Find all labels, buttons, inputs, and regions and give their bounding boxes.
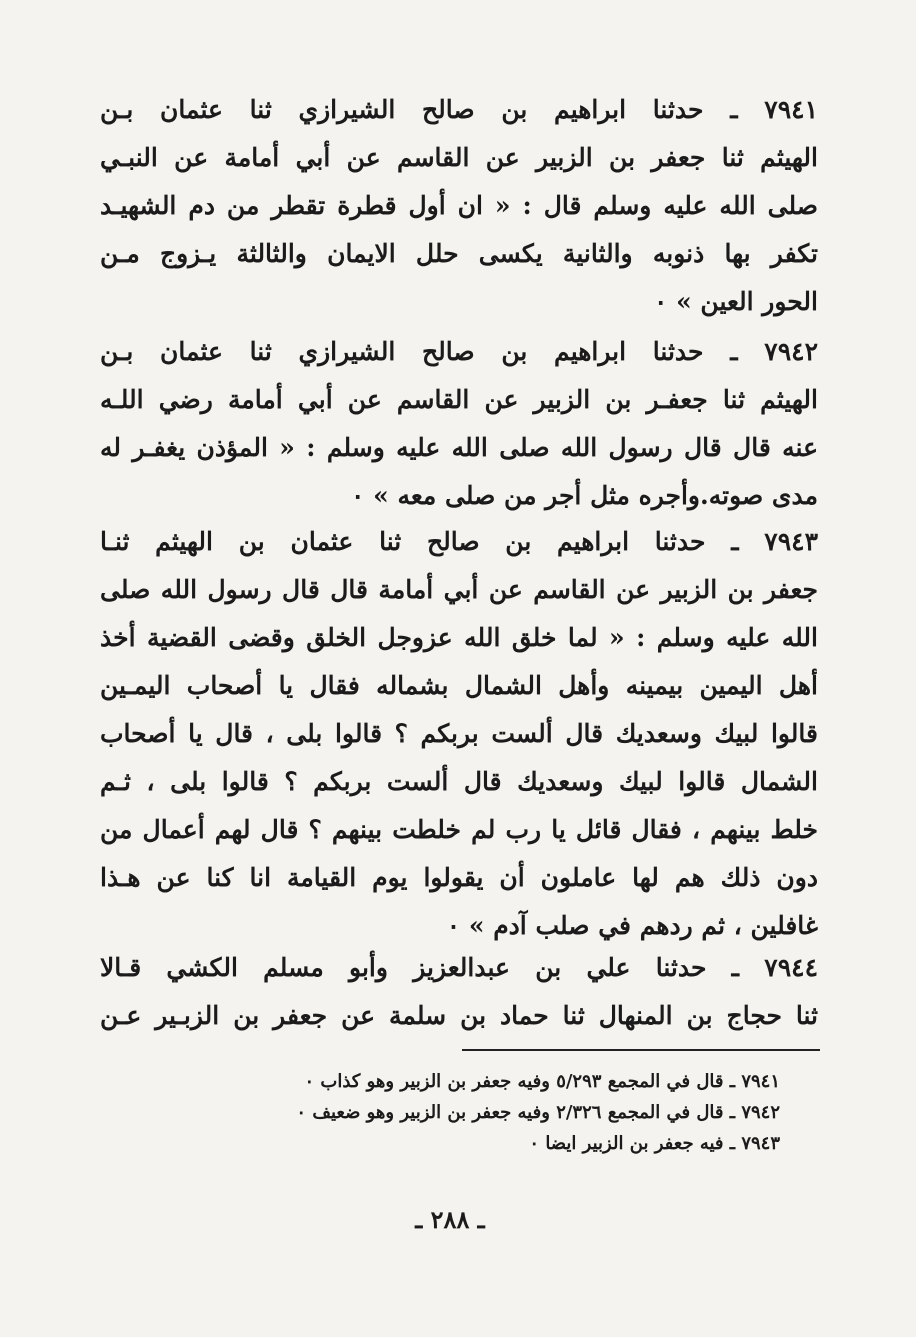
- hadith-line: الحور العين » ٠: [653, 287, 818, 316]
- hadith-line: ٧٩٤٣ ـ حدثنا ابراهيم بن صالح ثنا عثمان بن الهيثم ثنـا: [100, 527, 818, 556]
- footnote-item: ٧٩٤٣ ـ فيه جعفر بن الزبير ايضا ٠: [529, 1133, 780, 1154]
- hadith-line: الهيثم ثنا جعفر بن الزبير عن القاسم عن أبي أمامة عن النبـي: [100, 143, 818, 172]
- hadith-line: الهيثم ثنا جعفـر بن الزبير عن القاسم عن أبي أمامة رضي اللـه: [100, 385, 818, 414]
- hadith-line: الشمال قالوا لبيك وسعديك قال ألست بربكم ؟ قالوا بلى ، ثـم: [100, 767, 818, 796]
- hadith-line: ٧٩٤٤ ـ حدثنا علي بن عبدالعزيز وأبو مسلم الكشي قـالا: [100, 953, 818, 982]
- hadith-line: تكفر بها ذنوبه والثانية يكسى حلل الايمان والثالثة يـزوج مـن: [100, 239, 818, 268]
- hadith-line: مدى صوته.وأجره مثل أجر من صلى معه » ٠: [350, 481, 818, 510]
- hadith-line: غافلين ، ثم ردهم في صلب آدم » ٠: [446, 911, 818, 940]
- hadith-7942: [100, 328, 818, 520]
- footnotes: [140, 1066, 780, 1159]
- page-number: ـ ٢٨٨ ـ: [415, 1205, 485, 1234]
- hadith-line: ٧٩٤٢ ـ حدثنا ابراهيم بن صالح الشيرازي ثنا عثمان بـن: [100, 337, 818, 366]
- hadith-line: قالوا لبيك وسعديك قال ألست بربكم ؟ قالوا بلى ، قال يا أصحاب: [100, 719, 818, 748]
- footnote-item: ٧٩٤٢ ـ قال في المجمع ٢/٣٢٦ وفيه جعفر بن الزبير وهو ضعيف ٠: [296, 1102, 780, 1123]
- hadith-line: ٧٩٤١ ـ حدثنا ابراهيم بن صالح الشيرازي ثنا عثمان بـن: [100, 95, 818, 124]
- hadith-line: عنه قال قال رسول الله صلى الله عليه وسلم : « المؤذن يغفـر له: [100, 433, 818, 462]
- hadith-line: دون ذلك هم لها عاملون أن يقولوا يوم القيامة انا كنا عن هـذا: [100, 863, 818, 892]
- hadith-line: صلى الله عليه وسلم قال : « ان أول قطرة تقطر من دم الشهيـد: [100, 191, 818, 220]
- footnote-divider: [462, 1049, 820, 1051]
- hadith-line: أهل اليمين بيمينه وأهل الشمال بشماله فقال يا أصحاب اليمـين: [100, 671, 818, 700]
- hadith-7941: [100, 86, 818, 326]
- hadith-line: ثنا حجاج بن المنهال ثنا حماد بن سلمة عن جعفر بن الزبـير عـن: [100, 1001, 818, 1030]
- hadith-line: الله عليه وسلم : « لما خلق الله عزوجل الخلق وقضى القضية أخذ: [100, 623, 818, 652]
- hadith-line: جعفر بن الزبير عن القاسم عن أبي أمامة قال قال رسول الله صلى: [100, 575, 818, 604]
- hadith-7943: [100, 518, 818, 950]
- hadith-7944: [100, 944, 818, 1040]
- footnote-item: ٧٩٤١ ـ قال في المجمع ٥/٢٩٣ وفيه جعفر بن الزبير وهو كذاب ٠: [304, 1071, 780, 1092]
- hadith-line: خلط بينهم ، فقال قائل يا رب لم خلطت بينهم ؟ قال لهم أعمال من: [100, 815, 818, 844]
